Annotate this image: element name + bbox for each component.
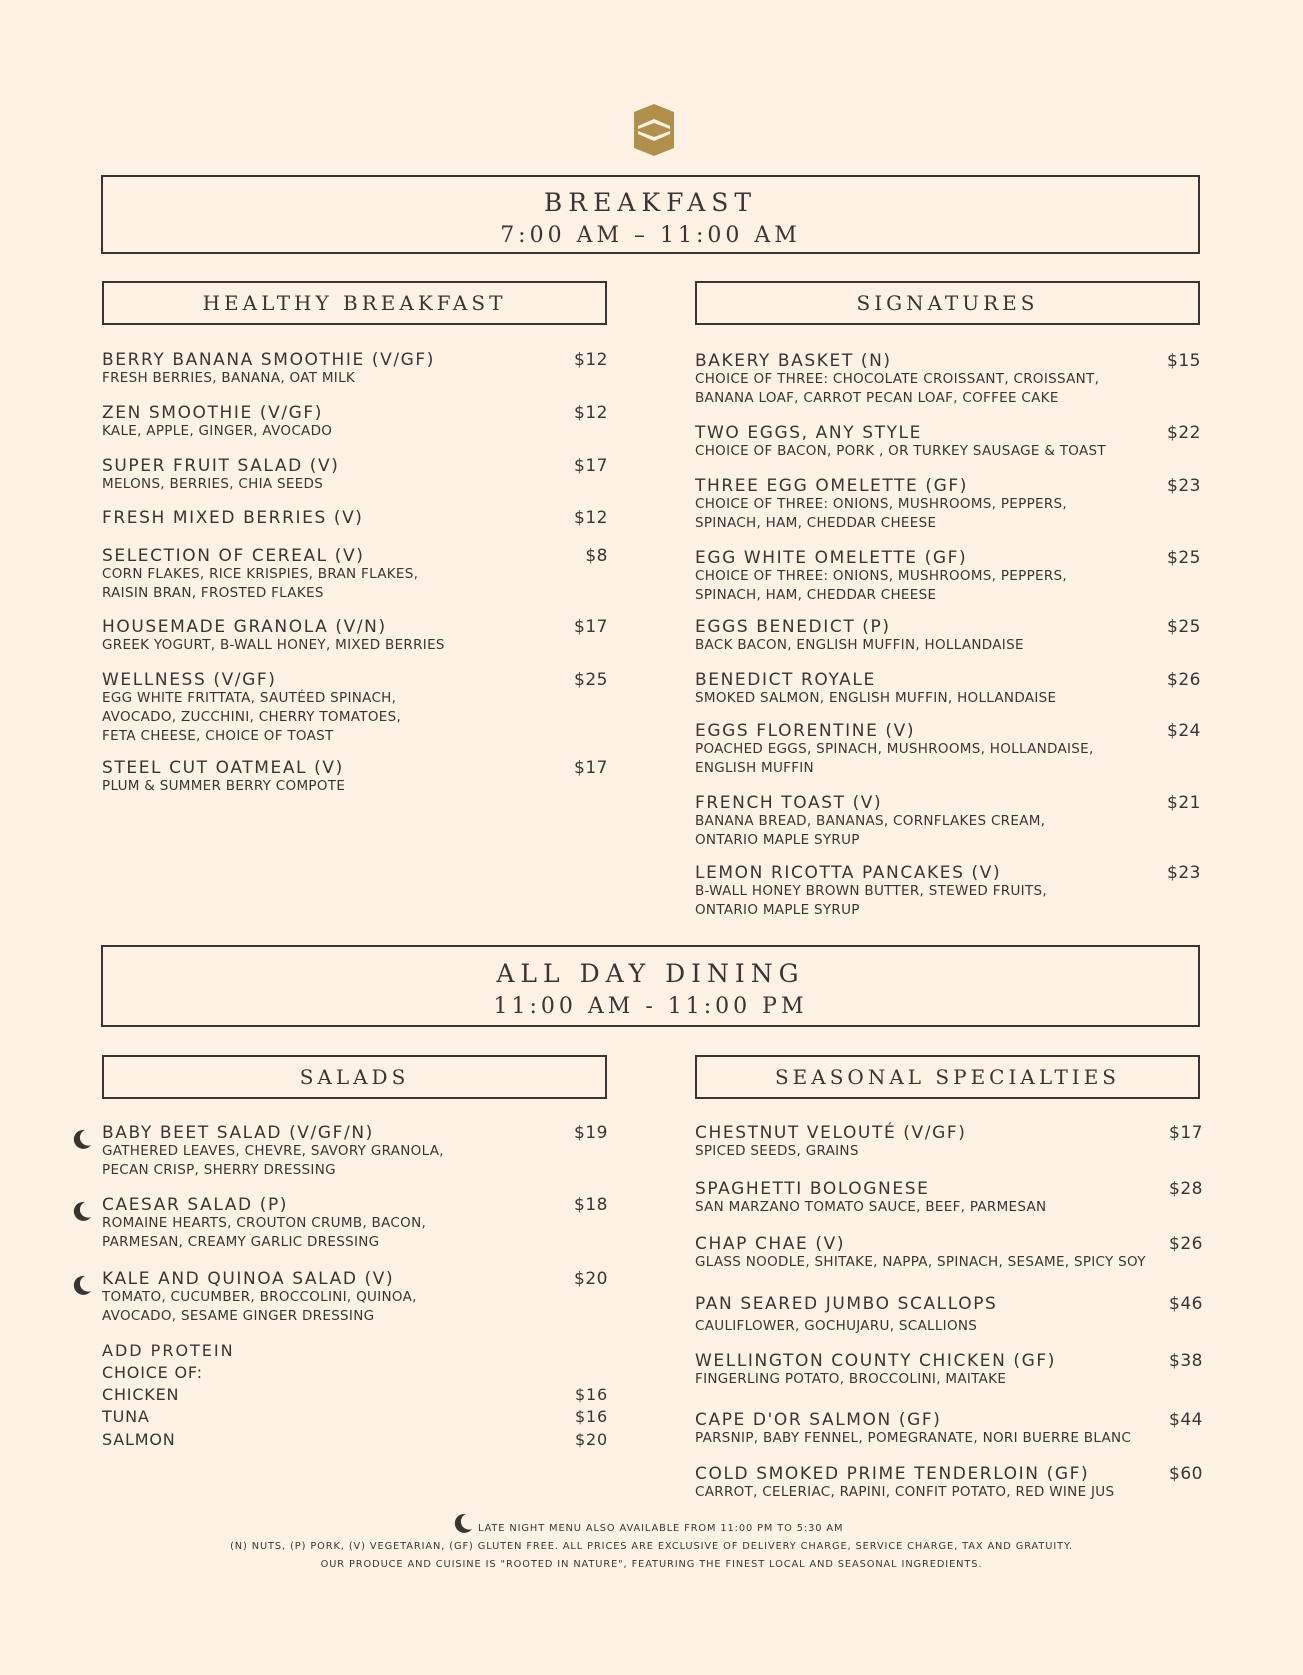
menu-item-price: $26 bbox=[1167, 670, 1201, 690]
menu-item-description bbox=[695, 1198, 1203, 1217]
menu-item-description bbox=[695, 495, 1201, 533]
menu-item-description bbox=[695, 1317, 1203, 1336]
menu-item-price: $17 bbox=[574, 758, 608, 778]
healthy-breakfast-header: HEALTHY BREAKFAST bbox=[102, 281, 607, 325]
menu-item-name: SPAGHETTI BOLOGNESE bbox=[695, 1179, 930, 1199]
menu-item-price: $26 bbox=[1169, 1234, 1203, 1254]
menu-item-description bbox=[695, 567, 1201, 605]
menu-item-description bbox=[695, 882, 1201, 920]
menu-item-price: $20 bbox=[574, 1269, 608, 1289]
add-protein-title: ADD PROTEIN bbox=[102, 1341, 235, 1360]
menu-item bbox=[695, 476, 1201, 531]
menu-item bbox=[102, 1123, 608, 1178]
menu-item-name: LEMON RICOTTA PANCAKES (V) bbox=[695, 863, 1002, 883]
menu-item-name: CAPE D'OR SALMON (GF) bbox=[695, 1410, 942, 1430]
menu-item-name: HOUSEMADE GRANOLA (V/N) bbox=[102, 617, 387, 637]
protein-option-price: $16 bbox=[575, 1385, 608, 1404]
menu-item-name: COLD SMOKED PRIME TENDERLOIN (GF) bbox=[695, 1464, 1090, 1484]
description-line: EGG WHITE FRITTATA, SAUTÉED SPINACH, bbox=[102, 690, 397, 706]
menu-item-name: CHESTNUT VELOUTÉ (V/GF) bbox=[695, 1123, 967, 1143]
menu-item bbox=[695, 721, 1201, 776]
menu-item-price: $44 bbox=[1169, 1410, 1203, 1430]
menu-item-price: $17 bbox=[574, 617, 608, 637]
menu-item-price: $12 bbox=[574, 350, 608, 370]
menu-item-price: $12 bbox=[574, 508, 608, 528]
menu-item-price: $22 bbox=[1167, 423, 1201, 443]
description-line: SAN MARZANO TOMATO SAUCE, BEEF, PARMESAN bbox=[695, 1199, 1047, 1215]
description-line: SMOKED SALMON, ENGLISH MUFFIN, HOLLANDAISE bbox=[695, 690, 1057, 706]
menu-item-name: EGGS BENEDICT (P) bbox=[695, 617, 891, 637]
menu-item-description bbox=[695, 812, 1201, 850]
menu-item-name: THREE EGG OMELETTE (GF) bbox=[695, 476, 968, 496]
description-line: POACHED EGGS, SPINACH, MUSHROOMS, HOLLANDAISE, bbox=[695, 741, 1094, 757]
menu-item bbox=[695, 1179, 1203, 1215]
description-line: AVOCADO, SESAME GINGER DRESSING bbox=[102, 1308, 375, 1324]
menu-item bbox=[102, 403, 608, 439]
description-line: CORN FLAKES, RICE KRISPIES, BRAN FLAKES, bbox=[102, 566, 419, 582]
menu-item bbox=[695, 1234, 1203, 1270]
menu-item bbox=[102, 617, 608, 653]
menu-item-name: EGGS FLORENTINE (V) bbox=[695, 721, 916, 741]
all-day-dining-hours: 11:00 AM - 11:00 PM bbox=[493, 994, 808, 1019]
menu-item-price: $8 bbox=[585, 546, 608, 566]
description-line: SPICED SEEDS, GRAINS bbox=[695, 1143, 859, 1159]
menu-item-description bbox=[102, 689, 608, 746]
protein-option-name: TUNA bbox=[102, 1407, 150, 1426]
menu-item-name: FRESH MIXED BERRIES (V) bbox=[102, 508, 364, 528]
rooted-in-nature-note: OUR PRODUCE AND CUISINE IS "ROOTED IN NATURE", FEATURING THE FINEST LOCAL AND SEASONAL INGREDIENTS. bbox=[320, 1559, 983, 1570]
moon-icon bbox=[70, 1128, 92, 1150]
menu-item-description bbox=[695, 1142, 1203, 1161]
menu-item-name: SUPER FRUIT SALAD (V) bbox=[102, 456, 340, 476]
moon-icon bbox=[70, 1274, 92, 1296]
description-line: GATHERED LEAVES, CHEVRE, SAVORY GRANOLA, bbox=[102, 1143, 444, 1159]
menu-item-price: $25 bbox=[1167, 617, 1201, 637]
menu-item-price: $19 bbox=[574, 1123, 608, 1143]
menu-item-name: EGG WHITE OMELETTE (GF) bbox=[695, 548, 968, 568]
menu-item bbox=[695, 863, 1201, 918]
description-line: CAULIFLOWER, GOCHUJARU, SCALLIONS bbox=[695, 1318, 978, 1334]
protein-option-price: $16 bbox=[575, 1407, 608, 1426]
description-line: ENGLISH MUFFIN bbox=[695, 760, 814, 776]
menu-item-description bbox=[102, 475, 608, 494]
all-day-dining-title: ALL DAY DINING bbox=[496, 959, 805, 988]
description-line: PECAN CRISP, SHERRY DRESSING bbox=[102, 1162, 336, 1178]
menu-item-name: BABY BEET SALAD (V/GF/N) bbox=[102, 1123, 374, 1143]
menu-item bbox=[102, 456, 608, 492]
description-line: BANANA BREAD, BANANAS, CORNFLAKES CREAM, bbox=[695, 813, 1046, 829]
menu-item-description bbox=[695, 370, 1201, 408]
menu-item-description bbox=[102, 422, 608, 441]
menu-item-description bbox=[102, 1214, 608, 1252]
menu-item bbox=[695, 793, 1201, 848]
signatures-header: SIGNATURES bbox=[695, 281, 1200, 325]
gold-hexagon-monogram-logo bbox=[634, 104, 674, 156]
protein-option-name: CHICKEN bbox=[102, 1385, 180, 1404]
menu-item-description bbox=[695, 740, 1201, 778]
description-line: BACK BACON, ENGLISH MUFFIN, HOLLANDAISE bbox=[695, 637, 1024, 653]
description-line: ROMAINE HEARTS, CROUTON CRUMB, BACON, bbox=[102, 1215, 427, 1231]
menu-item-price: $15 bbox=[1167, 351, 1201, 371]
protein-option-price: $20 bbox=[575, 1430, 608, 1449]
description-line: CHOICE OF THREE: ONIONS, MUSHROOMS, PEPPERS, bbox=[695, 496, 1067, 512]
menu-item-description bbox=[695, 1483, 1203, 1502]
menu-item-name: BAKERY BASKET (N) bbox=[695, 351, 892, 371]
moon-icon bbox=[70, 1200, 92, 1222]
description-line: FRESH BERRIES, BANANA, OAT MILK bbox=[102, 370, 356, 386]
menu-item-description bbox=[695, 689, 1201, 708]
menu-item-price: $18 bbox=[574, 1195, 608, 1215]
description-line: ONTARIO MAPLE SYRUP bbox=[695, 902, 860, 918]
description-line: RAISIN BRAN, FROSTED FLAKES bbox=[102, 585, 324, 601]
menu-item-description bbox=[102, 1288, 608, 1326]
menu-item bbox=[102, 508, 608, 528]
menu-item bbox=[695, 351, 1201, 406]
description-line: FINGERLING POTATO, BROCCOLINI, MAITAKE bbox=[695, 1371, 1007, 1387]
menu-item-name: STEEL CUT OATMEAL (V) bbox=[102, 758, 344, 778]
menu-item-price: $17 bbox=[574, 456, 608, 476]
description-line: ONTARIO MAPLE SYRUP bbox=[695, 832, 860, 848]
menu-item-description bbox=[102, 1142, 608, 1180]
menu-item-name: CHAP CHAE (V) bbox=[695, 1234, 846, 1254]
menu-item-price: $25 bbox=[1167, 548, 1201, 568]
description-line: PARMESAN, CREAMY GARLIC DRESSING bbox=[102, 1234, 380, 1250]
description-line: GLASS NOODLE, SHITAKE, NAPPA, SPINACH, SESAME, SPICY SOY bbox=[695, 1254, 1146, 1270]
menu-item-description bbox=[695, 1253, 1203, 1272]
menu-item-price: $23 bbox=[1167, 476, 1201, 496]
menu-item bbox=[695, 1123, 1203, 1159]
menu-item-name: CAESAR SALAD (P) bbox=[102, 1195, 289, 1215]
late-night-text: LATE NIGHT MENU ALSO AVAILABLE FROM 11:00 PM TO 5:30 AM bbox=[478, 1523, 844, 1534]
description-line: B-WALL HONEY BROWN BUTTER, STEWED FRUITS, bbox=[695, 883, 1047, 899]
menu-item bbox=[695, 1464, 1203, 1500]
menu-item-name: BENEDICT ROYALE bbox=[695, 670, 876, 690]
menu-item bbox=[695, 1294, 1203, 1334]
menu-item-name: SELECTION OF CEREAL (V) bbox=[102, 546, 365, 566]
dietary-legend: (N) NUTS, (P) PORK, (V) VEGETARIAN, (GF) GLUTEN FREE. ALL PRICES ARE EXCLUSIVE OF DELIVERY CHARGE, SERVICE CHARGE, TAX AND GRATUITY. bbox=[230, 1541, 1073, 1552]
menu-item bbox=[102, 1269, 608, 1324]
breakfast-banner bbox=[101, 175, 1200, 254]
menu-item bbox=[102, 670, 608, 744]
menu-item-description bbox=[102, 369, 608, 388]
menu-item-price: $46 bbox=[1169, 1294, 1203, 1314]
all-day-dining-banner bbox=[101, 945, 1200, 1027]
breakfast-hours: 7:00 AM – 11:00 AM bbox=[500, 223, 801, 248]
description-line: SPINACH, HAM, CHEDDAR CHEESE bbox=[695, 587, 937, 603]
menu-item bbox=[695, 617, 1201, 653]
menu-item bbox=[695, 1351, 1203, 1387]
menu-item bbox=[695, 548, 1201, 603]
description-line: CHOICE OF BACON, PORK , OR TURKEY SAUSAGE & TOAST bbox=[695, 443, 1106, 459]
menu-item-price: $25 bbox=[574, 670, 608, 690]
salads-header: SALADS bbox=[102, 1055, 607, 1099]
menu-item-price: $21 bbox=[1167, 793, 1201, 813]
menu-item-name: KALE AND QUINOA SALAD (V) bbox=[102, 1269, 395, 1289]
menu-item-description bbox=[695, 636, 1201, 655]
menu-item-name: WELLNESS (V/GF) bbox=[102, 670, 277, 690]
late-night-note bbox=[478, 1523, 843, 1534]
menu-item bbox=[102, 1195, 608, 1250]
description-line: FETA CHEESE, CHOICE OF TOAST bbox=[102, 728, 334, 744]
menu-item-price: $23 bbox=[1167, 863, 1201, 883]
menu-item bbox=[695, 670, 1201, 706]
add-protein-choice: CHOICE OF: bbox=[102, 1363, 203, 1382]
breakfast-title: BREAKFAST bbox=[543, 188, 758, 217]
description-line: CARROT, CELERIAC, RAPINI, CONFIT POTATO, RED WINE JUS bbox=[695, 1484, 1115, 1500]
description-line: GREEK YOGURT, B-WALL HONEY, MIXED BERRIES bbox=[102, 637, 445, 653]
menu-item-name: FRENCH TOAST (V) bbox=[695, 793, 883, 813]
menu-item-description bbox=[102, 565, 608, 603]
menu-item bbox=[102, 546, 608, 601]
menu-item bbox=[102, 758, 608, 794]
moon-icon bbox=[451, 1512, 473, 1534]
description-line: AVOCADO, ZUCCHINI, CHERRY TOMATOES, bbox=[102, 709, 402, 725]
menu-item-description bbox=[102, 636, 608, 655]
menu-item-name: ZEN SMOOTHIE (V/GF) bbox=[102, 403, 324, 423]
description-line: PARSNIP, BABY FENNEL, POMEGRANATE, NORI BUERRE BLANC bbox=[695, 1430, 1132, 1446]
menu-item bbox=[102, 350, 608, 386]
menu-item-name: TWO EGGS, ANY STYLE bbox=[695, 423, 922, 443]
description-line: MELONS, BERRIES, CHIA SEEDS bbox=[102, 476, 324, 492]
menu-item bbox=[695, 1410, 1203, 1446]
description-line: BANANA LOAF, CARROT PECAN LOAF, COFFEE CAKE bbox=[695, 390, 1059, 406]
menu-item-price: $12 bbox=[574, 403, 608, 423]
description-line: PLUM & SUMMER BERRY COMPOTE bbox=[102, 778, 346, 794]
description-line: TOMATO, CUCUMBER, BROCCOLINI, QUINOA, bbox=[102, 1289, 417, 1305]
menu-item-price: $24 bbox=[1167, 721, 1201, 741]
menu-item-price: $60 bbox=[1169, 1464, 1203, 1484]
menu-item-name: WELLINGTON COUNTY CHICKEN (GF) bbox=[695, 1351, 1057, 1371]
menu-item bbox=[695, 423, 1201, 459]
menu-item-description bbox=[695, 442, 1201, 461]
seasonal-specialties-header: SEASONAL SPECIALTIES bbox=[695, 1055, 1200, 1099]
menu-item-name: PAN SEARED JUMBO SCALLOPS bbox=[695, 1294, 998, 1314]
description-line: CHOICE OF THREE: CHOCOLATE CROISSANT, CROISSANT, bbox=[695, 371, 1100, 387]
description-line: SPINACH, HAM, CHEDDAR CHEESE bbox=[695, 515, 937, 531]
menu-item-description bbox=[102, 777, 608, 796]
menu-item-price: $38 bbox=[1169, 1351, 1203, 1371]
description-line: KALE, APPLE, GINGER, AVOCADO bbox=[102, 423, 333, 439]
menu-item-name: BERRY BANANA SMOOTHIE (V/GF) bbox=[102, 350, 436, 370]
menu-item-price: $17 bbox=[1169, 1123, 1203, 1143]
menu-item-description bbox=[695, 1429, 1203, 1448]
menu-item-price: $28 bbox=[1169, 1179, 1203, 1199]
protein-option-name: SALMON bbox=[102, 1430, 176, 1449]
menu-item-description bbox=[695, 1370, 1203, 1389]
description-line: CHOICE OF THREE: ONIONS, MUSHROOMS, PEPPERS, bbox=[695, 568, 1067, 584]
